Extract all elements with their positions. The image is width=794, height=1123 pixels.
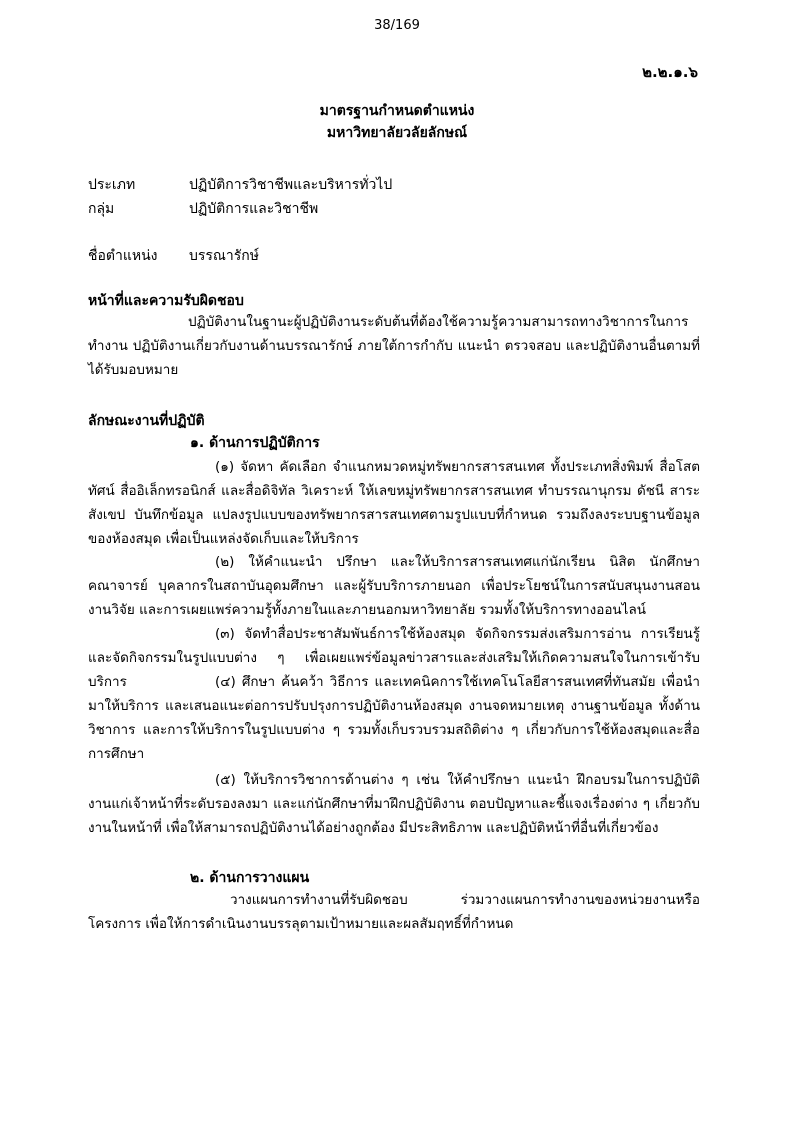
duties-paragraph: ปฏิบัติงานในฐานะผู้ปฏิบัติงานระดับต้นที่ต้องใช้ความรู้ความสามารถทางวิชาการในการทำงาน ปฏิบัติงานเกี่ยวกับงานด้านบรรณารักษ์ ภายใต้การกำกับ แนะนำ ตรวจสอบ และปฏิบัติงานอื่นตามที่ได้รับมอบหมาย: [88, 314, 700, 378]
group-value: ปฏิบัติการและวิชาชีพ: [189, 201, 319, 217]
title-line-1: มาตรฐานกำหนดตำแหน่ง: [319, 103, 475, 119]
section-1-item-5: (๕) ให้บริการวิชาการด้านต่าง ๆ เช่น ให้คำปรึกษา แนะนำ ฝึกอบรมในการปฏิบัติงานแก่เจ้าหน้าที่ระดับรองลงมา และแก่นักศึกษาที่มาฝึกปฏิบัติงาน ตอบปัญหาและชี้แจงเรื่องต่าง ๆ เกี่ยวกับงานในหน้าที่ เพื่อให้สามารถปฏิบัติงานได้อย่างถูกต้อง มีประสิทธิภาพ และปฏิบัติหน้าที่อื่นที่เกี่ยวข้อง: [88, 772, 700, 836]
section-1-item-3: (๓) จัดทำสื่อประชาสัมพันธ์การใช้ห้องสมุด จัดกิจกรรมส่งเสริมการอ่าน การเรียนรู้และจัดกิจกรรมในรูปแบบต่าง ๆ เพื่อเผยแพร่ข้อมูลข่าวสารและส่งเสริมให้เกิดความสนใจในการเข้ารับบริการ: [88, 626, 700, 690]
title-line-2: มหาวิทยาลัยวลัยลักษณ์: [326, 125, 468, 141]
section-1-heading: ๑. ด้านการปฏิบัติการ: [190, 435, 320, 451]
section-2-heading: ๒. ด้านการวางแผน: [190, 870, 310, 886]
type-label: ประเภท: [88, 177, 136, 193]
page-number: 38/169: [374, 18, 420, 33]
section-1-item-2: (๒) ให้คำแนะนำ ปรึกษา และให้บริการสารสนเทศแก่นักเรียน นิสิต นักศึกษา คณาจารย์ บุคลากรในสถาบันอุดมศึกษา และผู้รับบริการภายนอก เพื่อประโยชน์ในการสนับสนุนงานสอน งานวิจัย และการเผยแพร่ความรู้ทั้งภายในและภายนอกมหาวิทยาลัย รวมทั้งให้บริการทางออนไลน์: [88, 554, 700, 618]
work-heading: ลักษณะงานที่ปฏิบัติ: [88, 413, 205, 429]
section-1-item-1: (๑) จัดหา คัดเลือก จำแนกหมวดหมู่ทรัพยากรสารสนเทศ ทั้งประเภทสิ่งพิมพ์ สื่อโสตทัศน์ สื่ออิเล็กทรอนิกส์ และสื่อดิจิทัล วิเคราะห์ ให้เลขหมู่ทรัพยากรสารสนเทศ ทำบรรณานุกรม ดัชนี สาระสังเขป บันทึกข้อมูล แปลงรูปแบบของทรัพยากรสารสนเทศตามรูปแบบที่กำหนด รวมถึงลงระบบฐานข้อมูลของห้องสมุด เพื่อเป็นแหล่งจัดเก็บและให้บริการ: [88, 459, 700, 547]
type-value: ปฏิบัติการวิชาชีพและบริหารทั่วไป: [189, 177, 393, 193]
group-label: กลุ่ม: [88, 201, 115, 217]
section-2-paragraph: วางแผนการทำงานที่รับผิดชอบ ร่วมวางแผนการทำงานของหน่วยงานหรือโครงการ เพื่อให้การดำเนินงานบรรลุตามเป้าหมายและผลสัมฤทธิ์ที่กำหนด: [88, 892, 700, 932]
position-value: บรรณารักษ์: [189, 248, 259, 264]
position-label: ชื่อตำแหน่ง: [88, 248, 158, 264]
section-1-item-4: (๔) ศึกษา ค้นคว้า วิธีการ และเทคนิคการใช้เทคโนโลยีสารสนเทศที่ทันสมัย เพื่อนำมาให้บริการ และเสนอแนะต่อการปรับปรุงการปฏิบัติงานห้องสมุด งานจดหมายเหตุ งานฐานข้อมูล ทั้งด้านวิชาการ และการให้บริการในรูปแบบต่าง ๆ รวมทั้งเก็บรวบรวมสถิติต่าง ๆ เกี่ยวกับการใช้ห้องสมุดและสื่อการศึกษา: [88, 674, 700, 762]
duties-heading: หน้าที่และความรับผิดชอบ: [88, 293, 244, 309]
document-code: ๒.๒.๑.๖: [642, 63, 698, 81]
